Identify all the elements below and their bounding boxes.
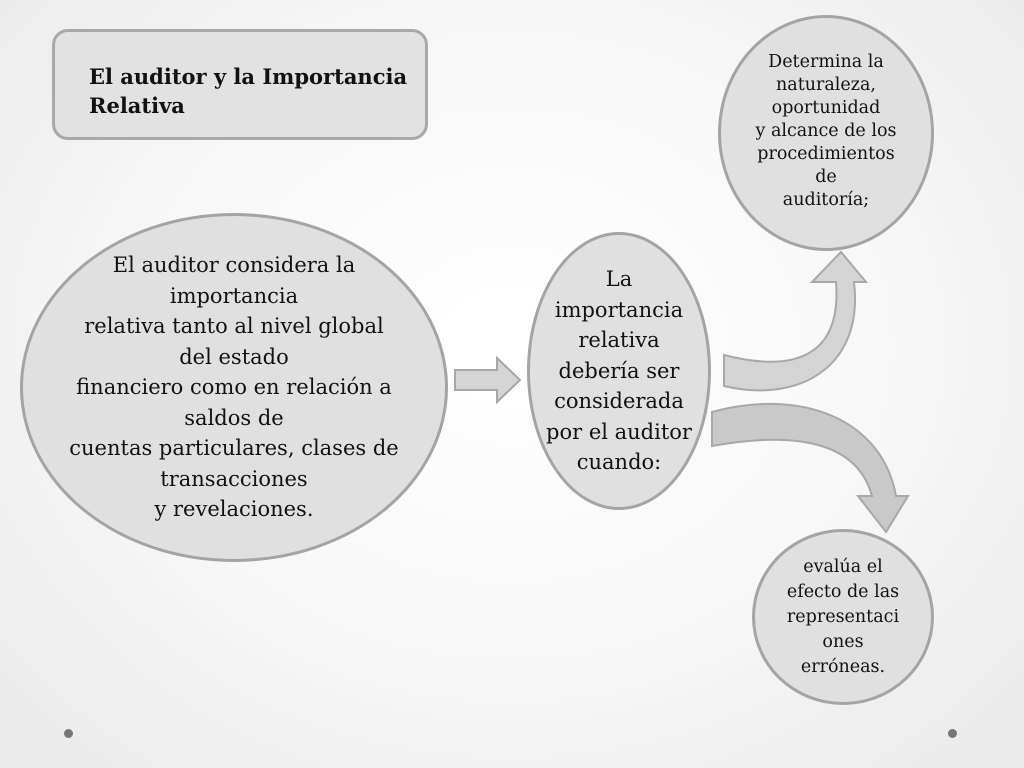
- corner-dot-left: [64, 729, 73, 738]
- main-ellipse-text: El auditor considera la importancia relativa tanto al nivel global del estado financiero como en relación a saldos de cuentas particulares, clases de transacciones y revelaciones.: [69, 253, 399, 522]
- title-line-2: Relativa: [89, 93, 185, 118]
- curved-arrow-down: [712, 404, 908, 532]
- title-line-1: El auditor y la Importancia: [89, 64, 408, 89]
- bottom-circle-text: evalúa el efecto de las representaci ones erróneas.: [786, 556, 900, 677]
- center-ellipse: [527, 232, 711, 510]
- top-circle-text: Determina la naturaleza, oportunidad y alcance de los procedimientos de auditoría;: [755, 51, 897, 210]
- right-block-arrow: [455, 358, 520, 402]
- bottom-circle: [752, 529, 934, 705]
- top-circle: [718, 15, 934, 251]
- curved-arrow-up: [724, 252, 866, 390]
- corner-dot-right: [948, 729, 957, 738]
- main-ellipse: [20, 213, 448, 562]
- center-ellipse-text: La importancia relativa debería ser considerada por el auditor cuando:: [546, 267, 692, 475]
